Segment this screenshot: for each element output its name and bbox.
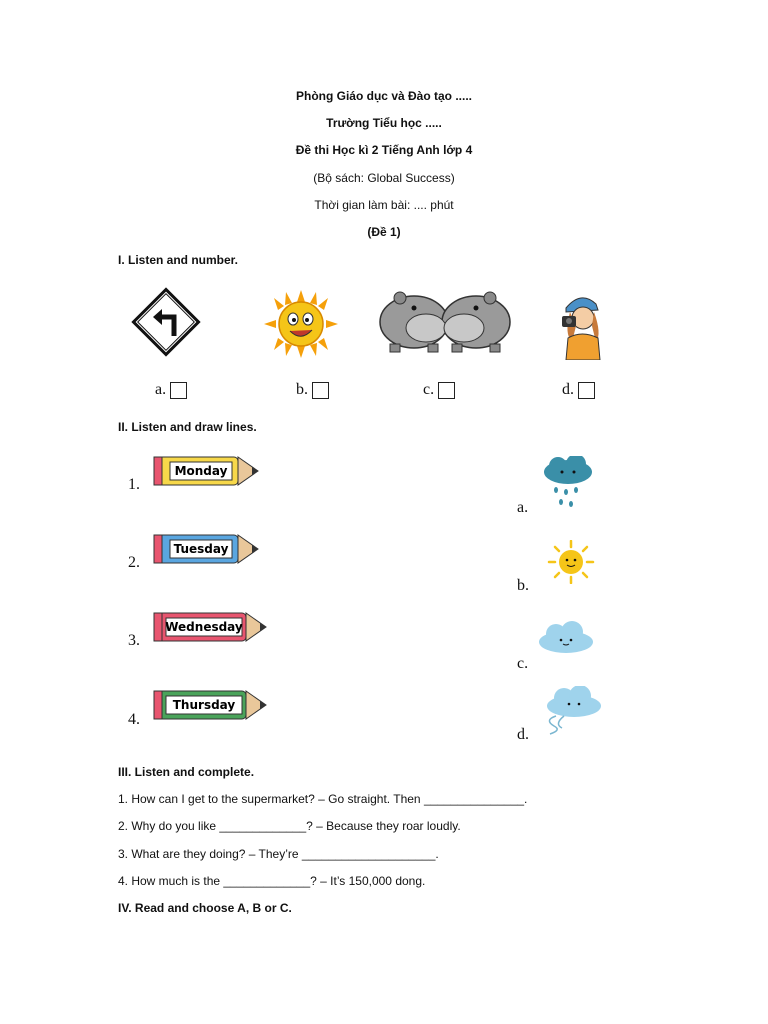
book-series: (Bộ sách: Global Success) [313, 171, 455, 185]
small-sun-icon [546, 540, 596, 584]
question-3: 3. What are they doing? – They’re ____________________. [118, 847, 439, 861]
option-c: c. [423, 381, 455, 399]
school-name: Trường Tiểu học ..... [326, 116, 442, 130]
day-label-thursday: Thursday [172, 698, 236, 712]
number-4: 4. [128, 711, 140, 728]
letter-b: b. [517, 577, 529, 594]
number-2: 2. [128, 554, 140, 571]
question-1: 1. How can I get to the supermarket? – Go straight. Then _______________. [118, 792, 528, 806]
pencil-monday [152, 455, 260, 487]
pencil-wednesday [152, 611, 268, 643]
question-4: 4. How much is the _____________? – It’s 150,000 dong. [118, 874, 426, 888]
pencil-tuesday [152, 533, 260, 565]
letter-d: d. [517, 726, 529, 743]
section-1-title: I. Listen and number. [118, 253, 239, 267]
turn-left-sign-icon [130, 286, 202, 358]
option-b: b. [296, 381, 329, 399]
letter-a: a. [517, 499, 529, 516]
option-a: a. [155, 381, 187, 399]
exam-number: (Đề 1) [367, 225, 401, 239]
school-department: Phòng Giáo dục và Đào tạo ..... [295, 89, 473, 103]
hippos-icon [378, 286, 512, 354]
photographer-girl-icon [556, 290, 606, 360]
day-label-monday: Monday [174, 464, 228, 478]
answer-box-a[interactable] [170, 382, 187, 399]
section-4-title: IV. Read and choose A, B or C. [118, 901, 292, 915]
day-label-tuesday: Tuesday [173, 542, 229, 556]
answer-box-c[interactable] [438, 382, 455, 399]
rain-cloud-icon [540, 456, 596, 512]
windy-cloud-icon [540, 686, 604, 736]
number-3: 3. [128, 632, 140, 649]
section-3-title: III. Listen and complete. [118, 765, 255, 779]
answer-box-d[interactable] [578, 382, 595, 399]
day-label-wednesday: Wednesday [165, 620, 243, 634]
number-1: 1. [128, 476, 140, 493]
question-2: 2. Why do you like _____________? – Because they roar loudly. [118, 819, 461, 833]
exam-title: Đề thi Học kì 2 Tiếng Anh lớp 4 [295, 143, 473, 157]
cloud-icon [536, 620, 596, 656]
pencil-thursday [152, 689, 268, 721]
answer-box-b[interactable] [312, 382, 329, 399]
exam-time: Thời gian làm bài: .... phút [314, 198, 454, 212]
letter-c: c. [517, 655, 529, 672]
option-d: d. [562, 381, 595, 399]
section-2-title: II. Listen and draw lines. [118, 420, 257, 434]
sunny-sun-icon [262, 290, 340, 358]
